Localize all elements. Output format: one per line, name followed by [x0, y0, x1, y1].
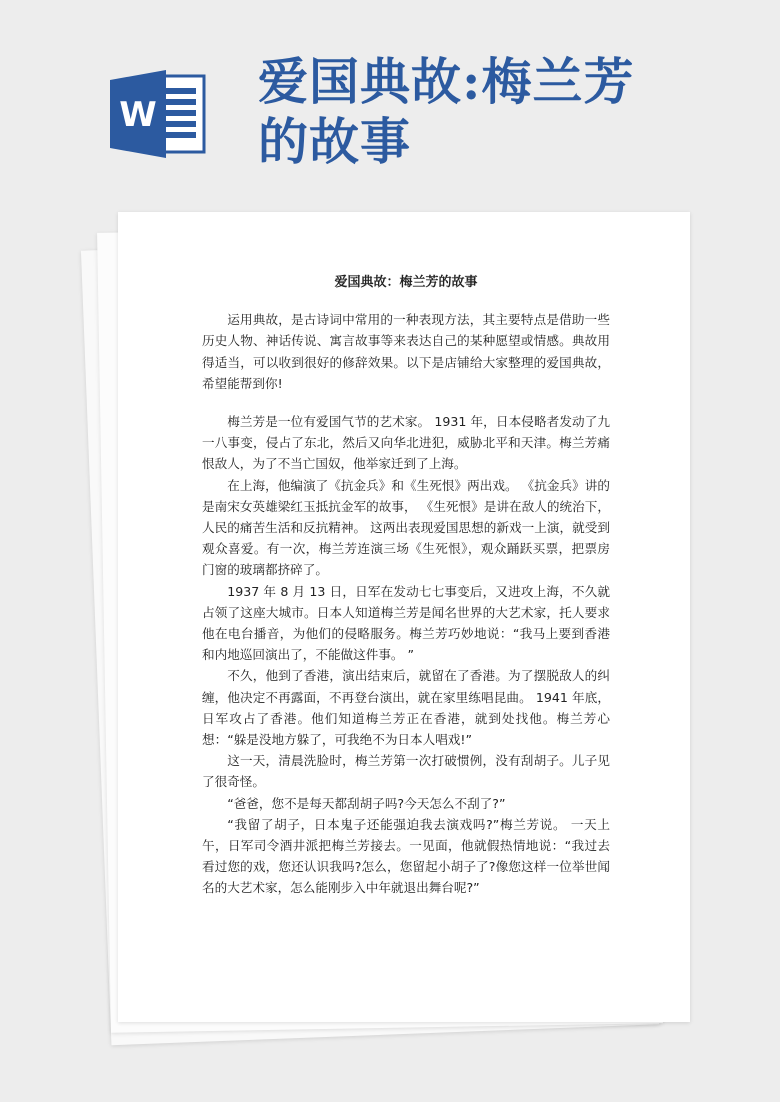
document-body [202, 272, 610, 899]
paragraph: 这一天，清晨洗脸时，梅兰芳第一次打破惯例，没有刮胡子。儿子见了很奇怪。 [202, 753, 610, 790]
paragraph: 梅兰芳是一位有爱国气节的艺术家。 1931 年，日本侵略者发动了九一八事变，侵占了东北，然后又向华北进犯，威胁北平和天津。梅兰芳痛恨敌人，为了不当亡国奴，他举家迁到了上海。 [202, 414, 610, 472]
watermark [25, 119, 42, 148]
paragraph: “我留了胡子，日本鬼子还能强迫我去演戏吗?”梅兰芳说。 一天上午，日军司令酒井派把梅兰芳接去。一见面，他就假热情地说：“我过去看过您的戏，您还认识我吗?怎么，您留起小胡子了?像您这样一位举世闻名的大艺术家，怎么能刚步入中年就退出舞台呢?” [202, 816, 610, 896]
paragraph: 1937 年 8 月 13 日，日军在发动七七事变后，又进攻上海，不久就占领了这座大城市。日本人知道梅兰芳是闻名世界的大艺术家，托人要求他在电台播音，为他们的侵略服务。梅兰芳巧妙地说：“我马上要到香港和内地巡回演出了，不能做这件事。 ” [202, 583, 610, 663]
paragraph: 在上海，他编演了《抗金兵》和《生死恨》两出戏。 《抗金兵》讲的是南宋女英雄梁红玉抵抗金军的故事， 《生死恨》是讲在敌人的统治下，人民的痛苦生活和反抗精神。 这两出表现爱国思想的新戏一上演，就受到观众喜爱。有一次，梅兰芳连演三场《生死恨》，观众踊跃买票，把票房门窗的玻璃都挤碎了。 [202, 477, 610, 578]
word-document-icon [110, 68, 210, 160]
page-title-line-1: 爱国典故:梅兰芳 [258, 52, 635, 111]
paragraph-intro: 运用典故，是古诗词中常用的一种表现方法，其主要特点是借助一些历史人物、神话传说、寓言故事等来表达自己的某种愿望或情感。典故用得适当，可以收到很好的修辞效果。以下是店铺给大家整理的爱国典故，希望能帮到你! [202, 312, 610, 391]
page-title [258, 52, 678, 172]
page-title-line-2: 的故事 [258, 112, 411, 171]
paragraph: 不久，他到了香港，演出结束后，就留在了香港。为了摆脱敌人的纠缠，他决定不再露面，不再登台演出，就在家里练唱昆曲。 1941 年底，日军攻占了香港。他们知道梅兰芳正在香港，就到处找他。梅兰芳心想：“躲是没地方躲了，可我绝不为日本人唱戏!” [202, 668, 610, 748]
paragraph: “爸爸，您不是每天都刮胡子吗?今天怎么不刮了?” [227, 795, 506, 811]
svg-text:W: W [119, 95, 157, 135]
document-title: 爱国典故：梅兰芳的故事 [334, 275, 478, 290]
